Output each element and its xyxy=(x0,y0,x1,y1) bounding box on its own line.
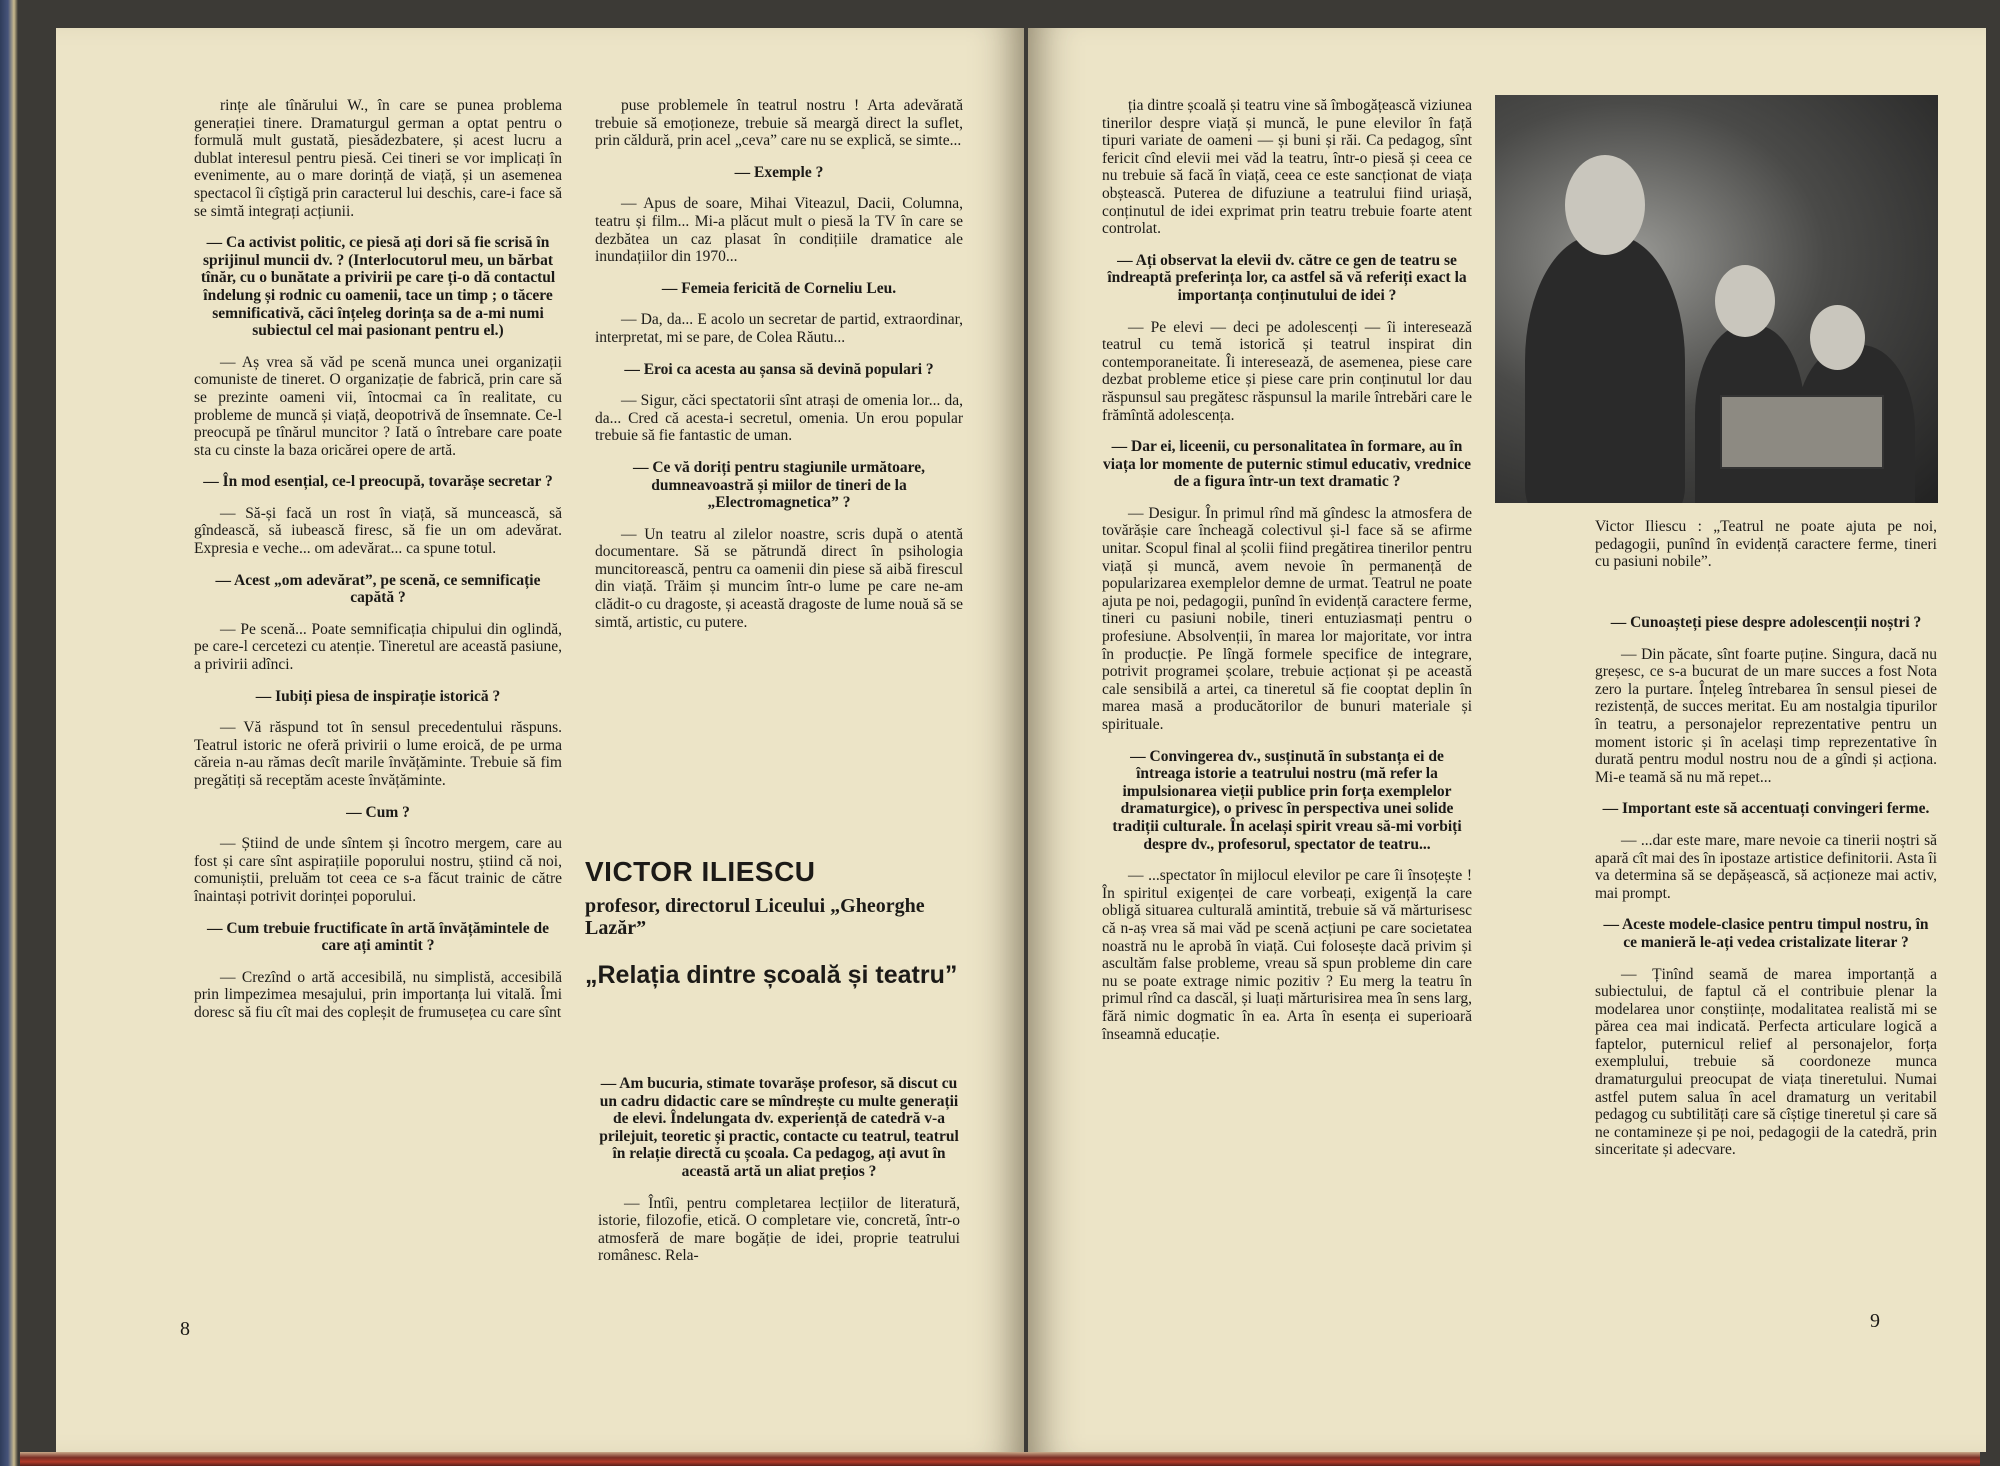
interview-question: — Femeia fericită de Corneliu Leu. xyxy=(661,279,897,297)
left-column-3 xyxy=(598,1075,960,1279)
interview-answer: — Aș vrea să văd pe scenă munca unei organizații comuniste de tineret. O organizație de fabrică, prin care să se prezinte oameni vii, întocmai ca în realitate, cu probleme de muncă și viață, deopotrivă de însemnate. Ce-l preocupă pe tînărul muncitor ? Iată o întrebare care poate sta cu cinste la baza oricărei opere de artă. xyxy=(194,353,562,459)
interview-question: — Eroi ca acesta au șansa să devină populari ? xyxy=(624,360,934,378)
interview-question: — În mod esențial, ce-l preocupă, tovarășe secretar ? xyxy=(203,473,553,491)
interview-question: — Acest „om adevărat”, pe scenă, ce semnificație capătă ? xyxy=(215,571,541,607)
interview-question: — Convingerea dv., susținută în substanța ei de întreaga istorie a teatrului nostru (mă refer la impulsionarea vieții publice prin forța exemplelor dramaturgice), o privesc în perspectiva unei solide tradiții culturale. În același spirit vreau să-mi vorbiți despre dv., profesorul, spectator de teatru... xyxy=(1112,747,1462,853)
interview-question: — Cum ? xyxy=(346,803,410,821)
left-column-2 xyxy=(595,97,963,645)
interview-answer: — Apus de soare, Mihai Viteazul, Dacii, Columna, teatru și film... Mi-a plăcut mult o piesă la TV în care se dezbătea un caz plasat în condițiile dramatice ale inundațiilor din 1970... xyxy=(595,195,963,266)
interview-question: — Am bucuria, stimate tovarășe profesor, să discut cu un cadru didactic care se mîndrește cu multe generații de elevi. Îndelungata dv. experiență de catedră v-a prilejuit, teoretic și practic, contacte cu teatrul, teatrul în relație directă cu școala. Ca pedagog, ați avut în această artă un aliat prețios ? xyxy=(599,1075,959,1180)
interview-answer: — Pe scenă... Poate semnificația chipului din oglindă, pe care-l cercetezi cu atenție. Tineretul are această pasiune, a privirii adînci. xyxy=(194,620,562,674)
interview-answer: ția dintre școală și teatru vine să îmbogățească viziunea tinerilor despre viață și muncă, le pune elevilor în față tipuri variate de oameni — și buni și răi. Ca pedagog, sînt fericit cînd elevii mei văd la teatru, într-o piesă și ceea ce nu trebuie să facă în viață, ceea ce este sancționat de viața obștească. Puterea de difuziune a teatrului fiind uriașă, conținutul de idei exprimat prin teatru trebuie foarte atent controlat. xyxy=(1102,97,1472,238)
interview-answer: rințe ale tînărului W., în care se punea problema generației tinere. Dramaturgul german a optat pentru o formulă mult gustată, piesădezbatere, și acest lucru a dublat interesul pentru piesă. Cei tineri se vor implicați în evenimente, au o mare dorință de viață, și un asemenea spectacol îi cîștigă prin caracterul lui deschis, care-i face să se simtă integrați acțiunii. xyxy=(194,97,562,220)
page-number-right: 9 xyxy=(1870,1310,1880,1332)
interview-answer: puse problemele în teatrul nostru ! Arta adevărată trebuie să emoționeze, trebuie să meargă direct la suflet, prin căldură, prin acel „ceva” care nu se explică, se simte... xyxy=(595,97,963,150)
interview-answer: — ...spectator în mijlocul elevilor pe care îi însoțește ! În spiritul exigenței de care vorbeați, exigență la care obligă situarea culturală amintită, trebuie să vă mărturisesc că n-aș vrea să mai văd pe scenă acțiuni pe care societatea noastră nu le aprobă în viață. Cui folosește dacă privim și ascultăm false probleme, vreau să spun probleme din care nu se poate extrage nimic pozitiv ? Eu merg la teatru în primul rînd ca dascăl, și luați mărturisirea mea în sens larg, fără nimic dogmatic în ea. Arta în esența ei superioară înseamnă educație. xyxy=(1102,867,1472,1043)
interview-answer: — Ținînd seamă de marea importanță a subiectului, de faptul că el contribuie plenar la modelarea unor conștiințe, modalitatea realistă mi se părea cea mai indicată. Perfecta articulare logică a faptelor, puternicul relief al personajelor, forța exemplului, trebuie să coordoneze munca dramaturgului preocupat de viața tineretului. Numai astfel putem salua în acel dramaturg un veritabil pedagog cu subtilități care să cîștige tineretul și care să ne contamineze și pe noi, pedagogii de la catedră, prin sinceritate și adecvare. xyxy=(1595,965,1937,1159)
photo-illustration-icon xyxy=(1495,95,1938,503)
interview-question: — Iubiți piesa de inspirație istorică ? xyxy=(255,687,501,705)
left-column-1 xyxy=(194,97,562,1036)
right-column-2 xyxy=(1595,614,1937,1173)
interviewee-title: profesor, directorul Liceului „Gheorghe Lazăr” xyxy=(585,895,925,939)
interview-question: — Important este să accentuați convingeri ferme. xyxy=(1602,800,1930,818)
photo-caption: Victor Iliescu : „Teatrul ne poate ajuta pe noi, pedagogii, punînd în evidență caractere ferme, tineri cu pasiuni nobile”. xyxy=(1595,518,1937,571)
interview-answer: — ...dar este mare, mare nevoie ca tinerii noștri să apară cît mai des în ipostaze artistice definitorii. Asta îi va determina să se depășească, să acționeze mai activ, mai prompt. xyxy=(1595,831,1937,902)
interview-question: — Cunoașteți piese despre adolescenții noștri ? xyxy=(1610,614,1922,631)
interview-question: — Ca activist politic, ce piesă ați dori să fie scrisă în sprijinul muncii dv. ? (Interlocutorul meu, un bărbat tînăr, cu o bunătate a privirii pe care ți-o dă contactul îndelung și rodnic cu oamenii, tace un timp ; o tăcere semnificativă, căci înțeleg dorința sa de a-mi numi subiectul cel mai pasionant pentru el.) xyxy=(200,234,556,340)
interview-answer: — Da, da... E acolo un secretar de partid, extraordinar, interpretat, mi se pare, de Colea Răutu... xyxy=(595,311,963,346)
interviewee-name: VICTOR ILIESCU xyxy=(585,856,816,887)
interview-answer: — Pe elevi — deci pe adolescenți — îi interesează teatrul cu temă istorică și teatrul inspirat din contemporaneitate. Îi interesează, de asemenea, piese care dezbat probleme etice și piese care prin conținutul lor dau răspunsul sau pregătesc răspunsul la marile întrebări care le frămîntă adolescența. xyxy=(1102,318,1472,424)
interview-question: — Exemple ? xyxy=(734,163,824,181)
interview-answer: — Un teatru al zilelor noastre, scris după o atentă documentare. Să se pătrundă direct în psihologia muncitorească, pentru ca oamenii din piese să aibă firescul din viață. Trăim și muncim într-o lume pe care ne-am clădit-o cu dragoste, și această dragoste de lume nouă să se simtă, artistic, cu putere. xyxy=(595,525,963,631)
interview-title: „Relația dintre școală și teatru” xyxy=(585,961,958,989)
interview-answer: — Să-și facă un rost în viață, să muncească, să gîndească, să iubească firesc, să fie un om adevărat. Expresia e veche... om adevărat... ca spune totul. xyxy=(194,504,562,558)
binding-edge xyxy=(20,1452,1980,1466)
right-column-1 xyxy=(1102,97,1472,1057)
interview-answer: — Știind de unde sîntem și încotro mergem, care au fost și care sînt aspirațiile poporului nostru, știind că noi, comuniștii, preluăm tot ceea ce s-a făcut trainic de către înaintași potrivit dorinței poporului. xyxy=(194,835,562,905)
interview-question: — Cum trebuie fructificate în artă învățămintele de care ați amintit ? xyxy=(207,919,549,955)
interview-question: — Ați observat la elevii dv. către ce gen de teatru se îndreaptă preferința lor, ca astfel să vă referiți exact la importanța conținutului de idei ? xyxy=(1107,251,1467,304)
page-number-left: 8 xyxy=(180,1318,190,1340)
interview-answer: — Vă răspund tot în sensul precedentului răspuns. Teatrul istoric ne oferă privirii o lume eroică, de pe urma căreia n-au rămas decît marile învățăminte. Trebuie să fim pregătiți să receptăm aceste învățăminte. xyxy=(194,719,562,789)
interview-answer: — Întîi, pentru completarea lecțiilor de literatură, istorie, filozofie, etică. O completare vie, concretă, într-o atmosferă de mare bogăție de idei, proprie teatrului românesc. Rela- xyxy=(598,1194,960,1265)
interview-answer: — Desigur. În primul rînd mă gîndesc la atmosfera de tovărășie care încheagă colectivul și-l face să se afirme unitar. Scopul final al școlii fiind pregătirea tinerilor pentru viață și muncă, avem nevoie în permanență de popularizarea exemplelor demne de urmat. Teatrul ne poate ajuta pe noi, pedagogii, punînd în evidență caractere ferme, tineri cu pasiuni nobile, tineri entuziasmați pentru o profesiune. Absolvenții, în marea lor majoritate, vor intra în producție. Pe lîngă formele specifice de integrare, potrivit programei școlare, trebuie acționat și pe această cale sensibilă a artei, ca tineretul să fie cooptat deplin în marea masă a producătorilor de bunuri materiale și spirituale. xyxy=(1102,504,1472,733)
interview-answer: — Crezînd o artă accesibilă, nu simplistă, accesibilă prin limpezimea mesajului, prin importanța lui vitală. Îmi doresc să fiu cît mai des copleșit de frumusețea cu care sînt xyxy=(194,968,562,1021)
interview-answer: — Din păcate, sînt foarte puține. Singura, dacă nu greșesc, ce s-a bucurat de un mare succes a fost Nota zero la purtare. Înțeleg întrebarea în sensul piesei de rezistență, de succes meritat. Eu am nostalgia tipurilor în teatru, a personajelor reprezentative pentru un moment istoric și în același timp reprezentative în durată pentru modul nostru nou de a gîndi și acționa. Mi-e teamă să nu mă repet... xyxy=(1595,645,1937,786)
interview-question: — Ce vă doriți pentru stagiunile următoare, dumneavoastră și miilor de tineri de la „Electromagnetica” ? xyxy=(632,458,926,512)
interview-answer: — Sigur, căci spectatorii sînt atrași de omenia lor... da, da... Cred că acesta-i secretul, omenia. Un erou popular trebuie să fie fantastic de uman. xyxy=(595,392,963,445)
interview-question: — Dar ei, liceenii, cu personalitatea în formare, au în viața lor momente de puternic stimul educativ, vrednice de a figura într-un text dramatic ? xyxy=(1103,438,1471,491)
interview-question: — Aceste modele-clasice pentru timpul nostru, în ce manieră le-ați vedea cristalizate literar ? xyxy=(1603,916,1929,951)
